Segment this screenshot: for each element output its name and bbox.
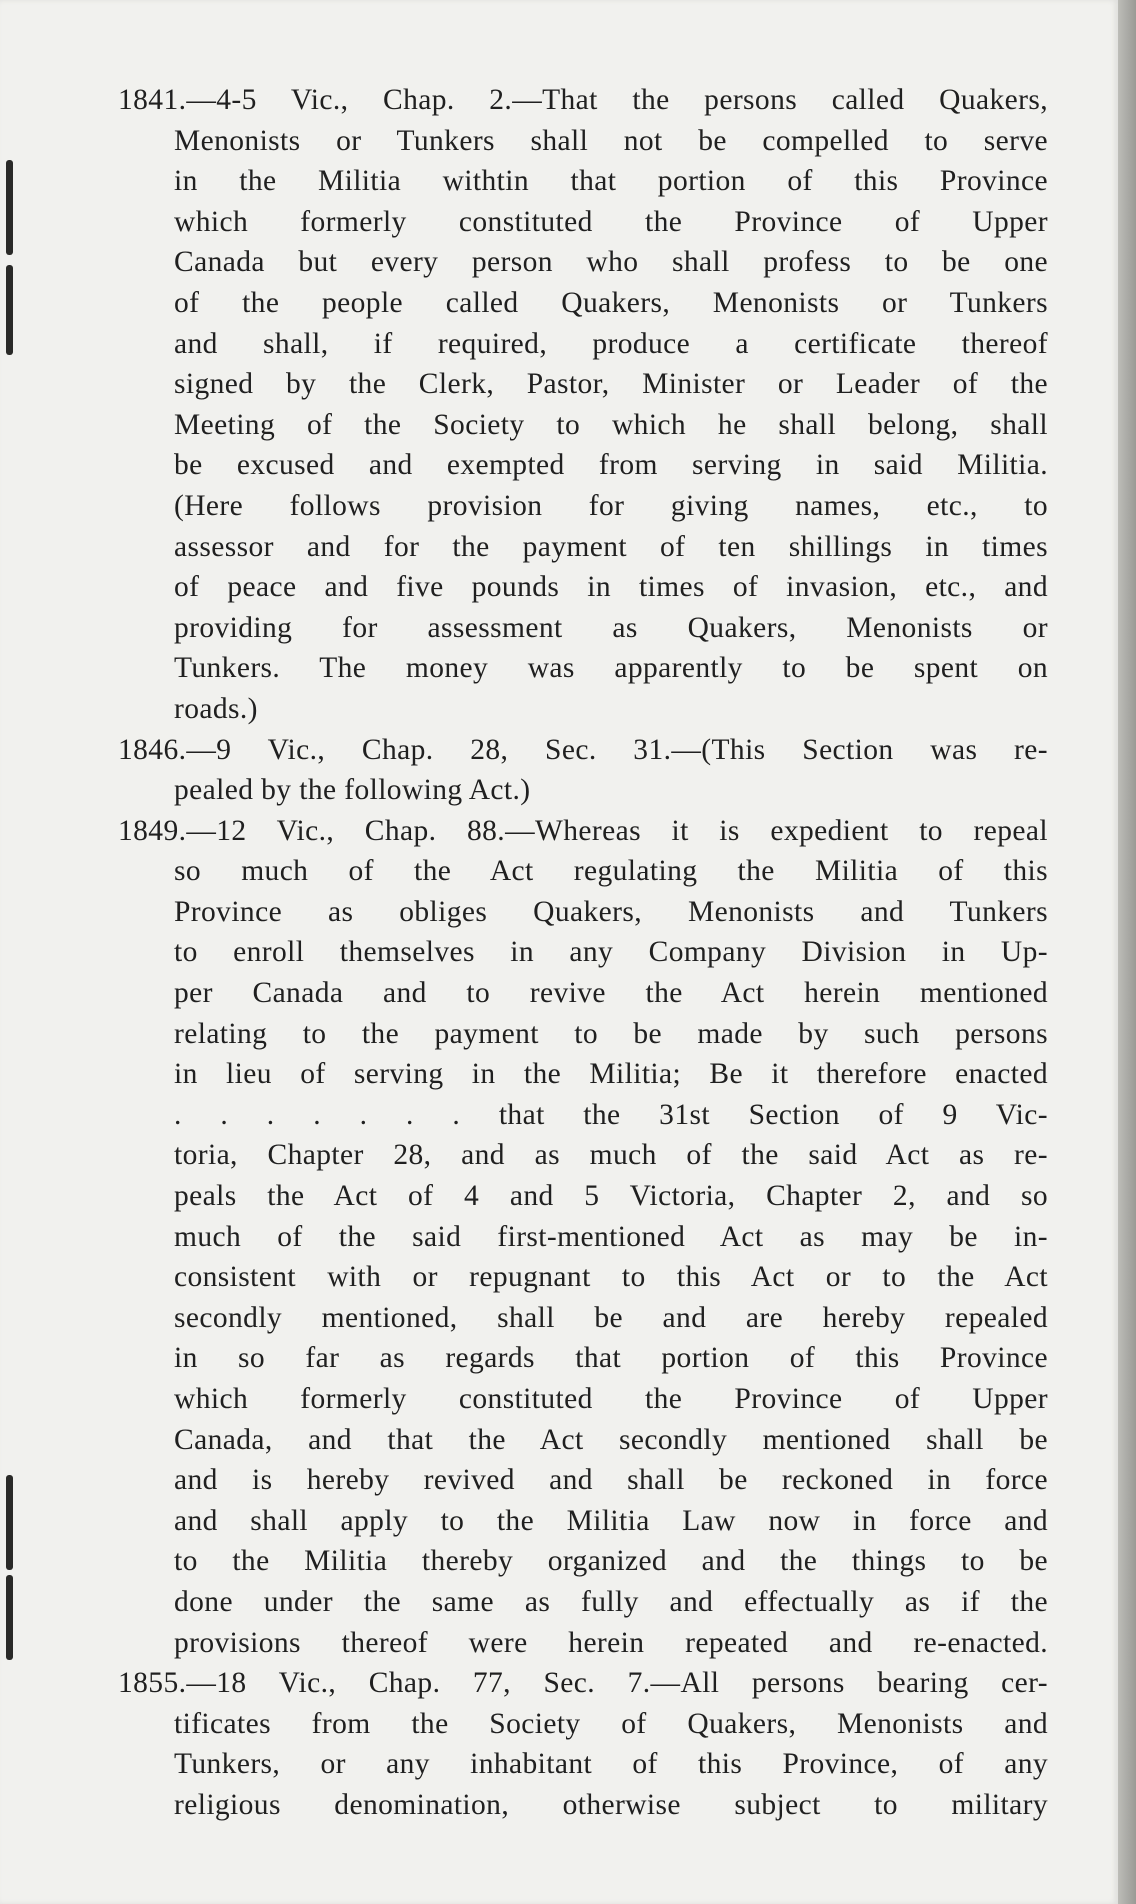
text-line: assessor and for the payment of ten shillings in times xyxy=(174,530,1048,563)
text-line: pealed by the following Act.) xyxy=(174,774,531,807)
binding-staple xyxy=(6,1575,13,1660)
text-line: religious denomination, otherwise subject to military xyxy=(174,1788,1048,1821)
body-text xyxy=(118,80,1048,1826)
text-line: Menonists or Tunkers shall not be compelled to serve xyxy=(174,124,1048,157)
text-line: so much of the Act regulating the Militia of this xyxy=(174,855,1048,888)
text-line: Canada, and that the Act secondly mentioned shall be xyxy=(174,1423,1048,1456)
text-line: 1846.—9 Vic., Chap. 28, Sec. 31.—(This Section was re- xyxy=(118,733,1048,766)
text-line: in the Militia withtin that portion of this Province xyxy=(174,165,1048,198)
text-line: which formerly constituted the Province of Upper xyxy=(174,205,1048,238)
binding-staple xyxy=(6,160,13,255)
text-line: much of the said first-mentioned Act as may be in- xyxy=(174,1220,1048,1253)
text-line: signed by the Clerk, Pastor, Minister or Leader of the xyxy=(174,368,1048,401)
text-line: 1841.—4-5 Vic., Chap. 2.—That the persons called Quakers, xyxy=(118,84,1048,116)
text-line: Tunkers, or any inhabitant of this Province, of any xyxy=(174,1748,1048,1781)
text-line: Tunkers. The money was apparently to be spent on xyxy=(174,652,1048,685)
text-line: to enroll themselves in any Company Division in Up- xyxy=(174,936,1048,969)
page-edge xyxy=(1118,0,1136,1904)
text-line: which formerly constituted the Province of Upper xyxy=(174,1383,1048,1415)
text-line: and shall, if required, produce a certificate thereof xyxy=(174,327,1048,360)
text-line: 1855.—18 Vic., Chap. 77, Sec. 7.—All persons bearing cer- xyxy=(118,1667,1048,1700)
text-line: tificates from the Society of Quakers, Menonists and xyxy=(174,1707,1048,1740)
text-line: Canada but every person who shall profess to be one xyxy=(174,246,1048,279)
text-line: done under the same as fully and effectually as if the xyxy=(174,1585,1048,1618)
text-line: roads.) xyxy=(174,692,258,725)
text-line: and is hereby revived and shall be reckoned in force xyxy=(174,1464,1048,1497)
text-line: of the people called Quakers, Menonists or Tunkers xyxy=(174,286,1048,319)
text-line: peals the Act of 4 and 5 Victoria, Chapter 2, and so xyxy=(174,1180,1048,1213)
text-line: be excused and exempted from serving in said Militia. xyxy=(174,449,1048,482)
binding-staple xyxy=(6,265,13,355)
text-line: (Here follows provision for giving names, etc., to xyxy=(174,489,1048,522)
text-line: and shall apply to the Militia Law now in force and xyxy=(174,1504,1048,1537)
text-line: consistent with or repugnant to this Act or to the Act xyxy=(174,1261,1048,1294)
text-line: Province as obliges Quakers, Menonists and Tunkers xyxy=(174,895,1048,928)
binding-staple xyxy=(6,1475,13,1570)
text-line: . . . . . . . that the 31st Section of 9 Vic- xyxy=(174,1098,1048,1131)
text-line: in lieu of serving in the Militia; Be it therefore enacted xyxy=(174,1058,1048,1091)
text-line: 1849.—12 Vic., Chap. 88.—Whereas it is expedient to repeal xyxy=(118,814,1048,847)
text-line: secondly mentioned, shall be and are hereby repealed xyxy=(174,1301,1048,1334)
text-line: provisions thereof were herein repeated and re-enacted. xyxy=(174,1626,1048,1659)
text-line: providing for assessment as Quakers, Menonists or xyxy=(174,611,1048,644)
text-line: in so far as regards that portion of this Province xyxy=(174,1342,1048,1375)
text-line: Meeting of the Society to which he shall belong, shall xyxy=(174,408,1048,441)
text-line: relating to the payment to be made by such persons xyxy=(174,1017,1048,1050)
text-line: to the Militia thereby organized and the things to be xyxy=(174,1545,1048,1578)
text-line: per Canada and to revive the Act herein mentioned xyxy=(174,977,1048,1010)
text-line: of peace and five pounds in times of invasion, etc., and xyxy=(174,571,1048,604)
text-line: toria, Chapter 28, and as much of the said Act as re- xyxy=(174,1139,1048,1172)
